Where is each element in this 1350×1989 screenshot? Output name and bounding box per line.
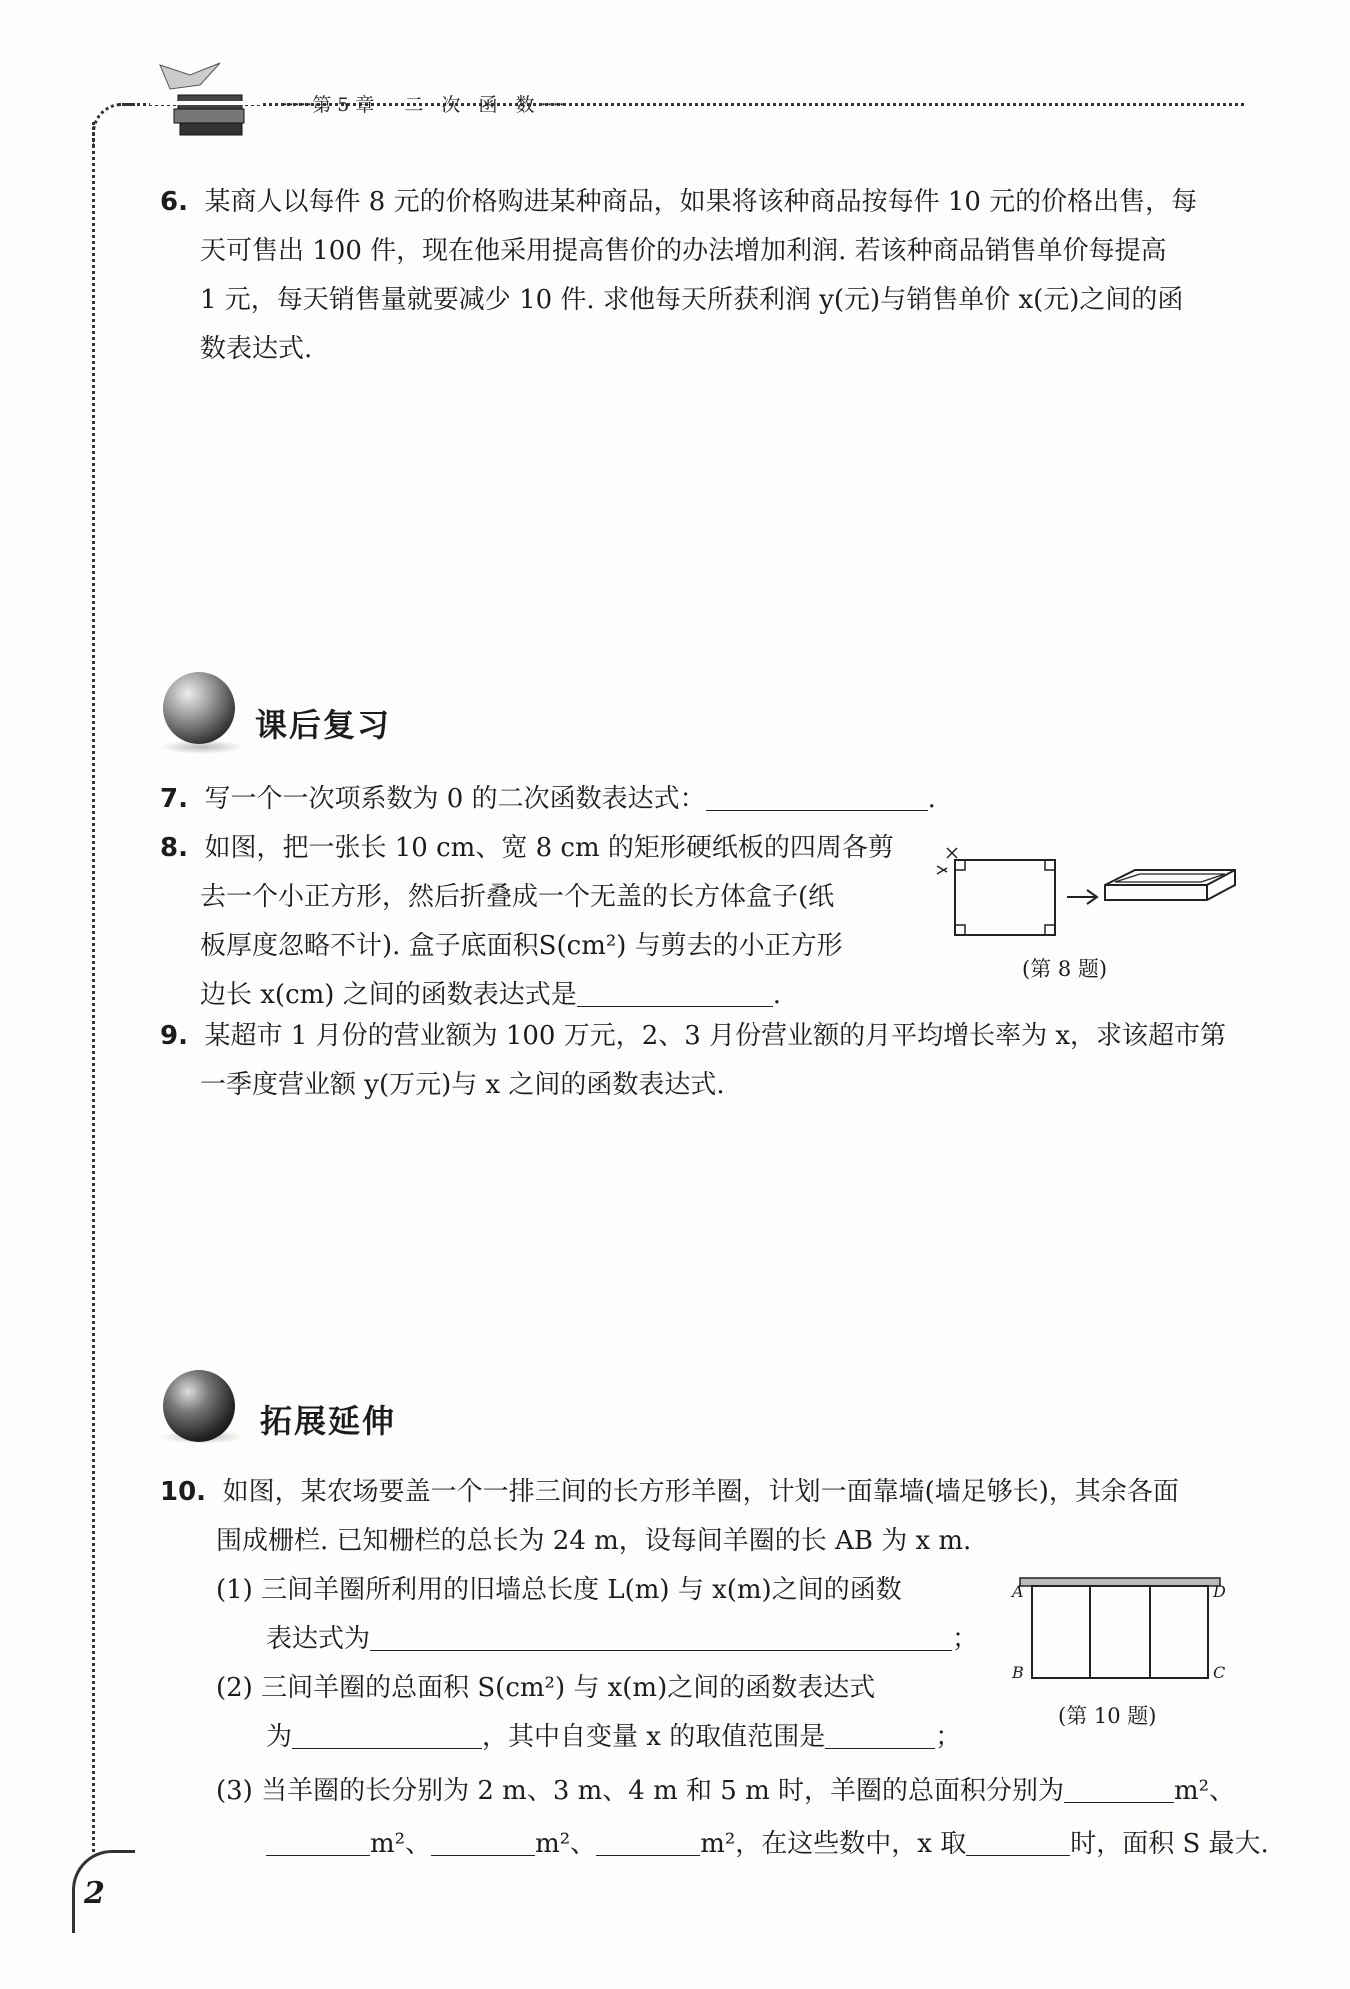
label-c: C bbox=[1213, 1663, 1226, 1682]
answer-blank[interactable] bbox=[292, 1722, 482, 1749]
question-6: 6. 某商人以每件 8 元的价格购进某种商品，如果将该种商品按每件 10 元的价格出售，每 天可售出 100 件，现在他采用提高售价的办法增加利润. 若该种商品销售单价每提高 1 元，每天销售量就要减少 10 件. 求他每天所获利润 y(元)与销售单价 x(元)之间的函 数表达式. bbox=[160, 187, 1198, 364]
answer-blank[interactable] bbox=[431, 1829, 535, 1856]
globe-icon bbox=[163, 672, 235, 744]
left-dotted-rule bbox=[92, 122, 95, 1852]
answer-blank[interactable] bbox=[1064, 1776, 1174, 1803]
figure-10-pen-diagram bbox=[1010, 1568, 1230, 1698]
chapter-header: ·····第5章 二 次 函 数···· bbox=[282, 94, 565, 116]
page-number: 2 bbox=[84, 1876, 105, 1911]
answer-blank[interactable] bbox=[370, 1624, 952, 1651]
figure-8-box-diagram bbox=[935, 840, 1245, 950]
section-title-review: 课后复习 bbox=[255, 706, 392, 744]
answer-blank[interactable] bbox=[596, 1829, 700, 1856]
label-d: D bbox=[1213, 1582, 1226, 1601]
books-logo-icon bbox=[150, 55, 260, 140]
question-10: 10. 如图，某农场要盖一个一排三间的长方形羊圈，计划一面靠墙(墙足够长)，其余各面 围成栅栏. 已知栅栏的总长为 24 m，设每间羊圈的长 AB 为 x m. (1) 三间羊圈所利用的旧墙总长度 L(m) 与 x(m)之间的函数 表达式为 ； (2) 三间羊圈的总面积 S(cm²) 与 x(m)之间的函数表达式 为 ，其中自变量 x 的取值范围是 ； (3) 当羊圈的长分别为 2 m、3 m、4 m 和 5 m 时，羊圈的总面积分别为 m²、 m²、 m²、 m²，在这些数中，x 取 时，面积 S 最大. bbox=[160, 1477, 1269, 1859]
question-7: 7. 写一个一次项系数为 0 的二次函数表达式： . bbox=[160, 784, 936, 814]
label-a: A bbox=[1012, 1582, 1024, 1601]
question-9: 9. 某超市 1 月份的营业额为 100 万元，2、3 月份营业额的月平均增长率为 x，求该超市第 一季度营业额 y(万元)与 x 之间的函数表达式. bbox=[160, 1021, 1227, 1100]
network-globe-icon bbox=[163, 1370, 235, 1442]
answer-blank[interactable] bbox=[266, 1829, 370, 1856]
question-8: 8. 如图，把一张长 10 cm、宽 8 cm 的矩形硬纸板的四周各剪 去一个小正方形，然后折叠成一个无盖的长方体盒子(纸 板厚度忽略不计). 盒子底面积S(cm²) 与剪去的小正方形 边长 x(cm) 之间的函数表达式是 . bbox=[160, 833, 894, 1010]
answer-blank[interactable] bbox=[825, 1722, 935, 1749]
answer-blank[interactable] bbox=[706, 784, 928, 811]
page-border-corner bbox=[92, 103, 135, 146]
figure-10-caption: (第 10 题) bbox=[1058, 1704, 1157, 1728]
label-b: B bbox=[1012, 1663, 1024, 1682]
section-title-extension: 拓展延伸 bbox=[260, 1402, 397, 1440]
answer-blank[interactable] bbox=[577, 980, 773, 1007]
answer-blank[interactable] bbox=[966, 1829, 1070, 1856]
figure-8-caption: (第 8 题) bbox=[1022, 957, 1108, 981]
